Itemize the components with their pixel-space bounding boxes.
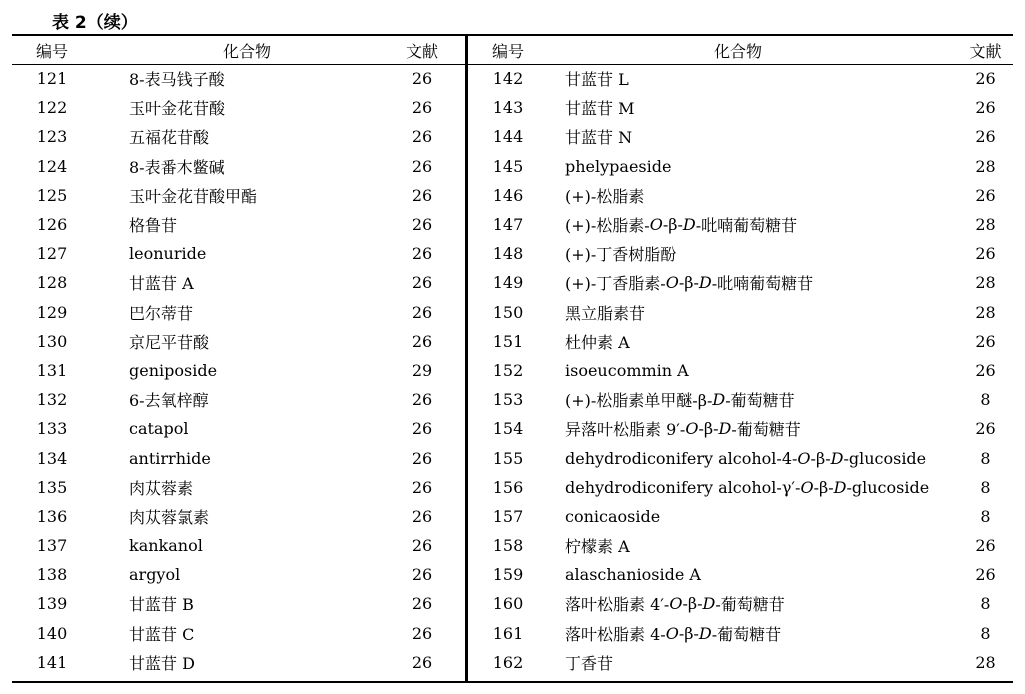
reference-number: 26 bbox=[975, 419, 996, 439]
reference-number: 26 bbox=[411, 506, 433, 526]
reference-number: 26 bbox=[411, 623, 433, 643]
compound-number: 128 bbox=[36, 273, 68, 293]
compound-number: 144 bbox=[492, 127, 524, 147]
compound-name bbox=[565, 385, 935, 414]
compound-number: 138 bbox=[36, 565, 68, 585]
reference-number: 8 bbox=[980, 506, 991, 526]
table-row bbox=[468, 531, 1013, 560]
table-row bbox=[12, 64, 465, 93]
compound-name-part: O bbox=[649, 215, 663, 235]
compound-name: 五福花苷酸 bbox=[129, 128, 210, 148]
compound-name-part: 异落叶松脂素 9′- bbox=[565, 420, 686, 440]
compound-name-part: D bbox=[718, 419, 732, 439]
compound-number: 136 bbox=[36, 506, 68, 526]
reference-number: 26 bbox=[411, 652, 433, 672]
compound-name bbox=[565, 268, 935, 297]
table-row bbox=[468, 181, 1013, 210]
reference-number: 28 bbox=[975, 156, 996, 176]
compound-number: 145 bbox=[492, 156, 524, 176]
reference-number: 26 bbox=[975, 185, 996, 205]
compound-name: leonuride bbox=[129, 244, 207, 264]
compound-name-part: -glucoside bbox=[843, 448, 927, 468]
compound-name: (+)-丁香树脂酚 bbox=[565, 245, 677, 265]
compound-name-part: D bbox=[698, 623, 712, 643]
reference-number: 26 bbox=[411, 156, 433, 176]
compound-name-part: (+)-丁香脂素- bbox=[565, 274, 666, 294]
header-compound: 化合物 bbox=[222, 41, 271, 61]
table-row bbox=[468, 152, 1013, 181]
reference-number: 28 bbox=[975, 215, 996, 235]
compound-number: 123 bbox=[36, 127, 68, 147]
compound-number: 140 bbox=[36, 623, 68, 643]
compound-name: 杜仲素 A bbox=[565, 332, 630, 352]
compound-name bbox=[565, 443, 935, 472]
table-row bbox=[468, 385, 1013, 414]
header-compound: 化合物 bbox=[713, 41, 762, 61]
compound-name: 巴尔蒂苷 bbox=[129, 303, 194, 323]
reference-number: 26 bbox=[411, 273, 433, 293]
table-row bbox=[468, 268, 1013, 297]
compound-number: 156 bbox=[492, 477, 524, 497]
table-row bbox=[12, 268, 465, 297]
reference-number: 26 bbox=[411, 215, 433, 235]
compound-number: 155 bbox=[492, 448, 524, 468]
reference-number: 28 bbox=[975, 273, 996, 293]
compound-name-part: O bbox=[665, 623, 679, 643]
compound-number: 150 bbox=[492, 302, 524, 322]
compound-name-part: D bbox=[682, 215, 696, 235]
compound-name-part: D bbox=[830, 448, 844, 468]
compound-name-part: -葡萄糖苷 bbox=[715, 595, 785, 615]
left-half-table bbox=[12, 36, 465, 677]
compound-name bbox=[565, 210, 935, 239]
table-header-row bbox=[468, 36, 1013, 64]
compound-name-part: -glucoside bbox=[846, 477, 930, 497]
compound-name: 6-去氧梓醇 bbox=[129, 391, 209, 411]
compound-name: 京尼平苷酸 bbox=[129, 332, 210, 352]
reference-number: 26 bbox=[411, 185, 433, 205]
compound-number: 125 bbox=[36, 185, 68, 205]
compound-name: 黑立脂素苷 bbox=[565, 303, 646, 323]
compound-name: 甘蓝苷 A bbox=[129, 274, 194, 294]
compound-name bbox=[565, 473, 935, 502]
compound-number: 122 bbox=[36, 98, 68, 118]
compound-name: 玉叶金花苷酸 bbox=[129, 99, 226, 119]
compound-number: 131 bbox=[36, 360, 68, 380]
reference-number: 28 bbox=[975, 652, 996, 672]
compound-name-part: -β- bbox=[678, 623, 699, 643]
table-row bbox=[468, 64, 1013, 93]
reference-number: 26 bbox=[411, 127, 433, 147]
reference-number: 29 bbox=[411, 360, 433, 380]
compound-number: 161 bbox=[492, 623, 524, 643]
reference-number: 26 bbox=[975, 98, 996, 118]
table-row bbox=[468, 122, 1013, 151]
compound-name: 8-表番木鳖碱 bbox=[129, 157, 225, 177]
right-half-table bbox=[468, 36, 1013, 677]
compound-name: phelypaeside bbox=[565, 156, 672, 176]
table-row bbox=[12, 327, 465, 356]
reference-number: 8 bbox=[980, 390, 991, 410]
compound-number: 126 bbox=[36, 215, 68, 235]
table-row bbox=[12, 385, 465, 414]
table-row bbox=[12, 210, 465, 239]
compound-number: 135 bbox=[36, 477, 68, 497]
compound-name: 甘蓝苷 B bbox=[129, 595, 194, 615]
table-row bbox=[12, 619, 465, 648]
compound-number: 157 bbox=[492, 506, 524, 526]
compound-name-part: -葡萄糖苷 bbox=[711, 624, 782, 644]
compound-name-part: D bbox=[833, 477, 847, 497]
compound-name: 甘蓝苷 L bbox=[565, 70, 629, 90]
compound-name: 肉苁蓉素 bbox=[129, 478, 194, 498]
compound-name: 柠檬素 A bbox=[565, 537, 630, 557]
table-row bbox=[12, 93, 465, 122]
reference-number: 26 bbox=[411, 98, 433, 118]
compound-name: antirrhide bbox=[129, 448, 211, 468]
compound-name-part: -β- bbox=[810, 448, 831, 468]
table-row bbox=[12, 152, 465, 181]
reference-number: 26 bbox=[411, 594, 433, 614]
compound-name bbox=[565, 589, 935, 618]
compound-number: 137 bbox=[36, 536, 68, 556]
reference-number: 26 bbox=[411, 536, 433, 556]
compound-name: argyol bbox=[129, 565, 181, 585]
compound-name: catapol bbox=[129, 419, 189, 439]
compound-name: kankanol bbox=[129, 536, 203, 556]
compound-name-part: -吡喃葡萄糖苷 bbox=[711, 274, 814, 294]
header-number: 编号 bbox=[491, 41, 524, 61]
compound-name-part: D bbox=[712, 390, 726, 410]
reference-number: 8 bbox=[980, 448, 991, 468]
compound-name bbox=[565, 414, 935, 443]
compound-name-part: -吡喃葡萄糖苷 bbox=[695, 216, 798, 236]
compound-name: alaschanioside A bbox=[565, 565, 701, 585]
table-row bbox=[12, 648, 465, 677]
compound-number: 121 bbox=[36, 69, 68, 89]
compound-name bbox=[565, 619, 935, 648]
reference-number: 26 bbox=[411, 477, 433, 497]
compound-name-part: -葡萄糖苷 bbox=[725, 391, 795, 411]
compound-number: 160 bbox=[492, 594, 524, 614]
compound-number: 133 bbox=[36, 419, 68, 439]
compound-name-part: -β- bbox=[682, 594, 703, 614]
header-reference: 文献 bbox=[969, 41, 1002, 61]
compound-name-part: O bbox=[797, 448, 811, 468]
table-header-row bbox=[12, 36, 465, 64]
compound-number: 146 bbox=[492, 185, 524, 205]
table-row bbox=[468, 210, 1013, 239]
compound-number: 149 bbox=[492, 273, 524, 293]
reference-number: 26 bbox=[411, 302, 433, 322]
compound-number: 141 bbox=[36, 652, 68, 672]
compound-number: 152 bbox=[492, 360, 524, 380]
reference-number: 26 bbox=[975, 244, 996, 264]
compound-number: 139 bbox=[36, 594, 68, 614]
compound-number: 142 bbox=[492, 69, 524, 89]
table-row bbox=[12, 181, 465, 210]
compound-name-part: -β- bbox=[698, 419, 719, 439]
compound-number: 153 bbox=[492, 390, 524, 410]
table-row bbox=[12, 560, 465, 589]
table-row bbox=[12, 531, 465, 560]
compound-name: (+)-松脂素 bbox=[565, 186, 645, 206]
table-row bbox=[468, 356, 1013, 385]
compound-number: 129 bbox=[36, 302, 68, 322]
table-row bbox=[468, 414, 1013, 443]
header-number: 编号 bbox=[35, 41, 68, 61]
compound-name-part: 落叶松脂素 4′- bbox=[565, 595, 670, 615]
table-row bbox=[468, 327, 1013, 356]
table-row bbox=[12, 589, 465, 618]
compound-number: 134 bbox=[36, 448, 68, 468]
table-row bbox=[12, 356, 465, 385]
table-bottom-rule bbox=[12, 681, 1013, 683]
compound-number: 147 bbox=[492, 215, 524, 235]
compound-number: 132 bbox=[36, 390, 68, 410]
compound-name-part: (+)-松脂素单甲醚-β- bbox=[565, 391, 713, 411]
table-row bbox=[12, 414, 465, 443]
compound-name: 玉叶金花苷酸甲酯 bbox=[129, 186, 258, 206]
reference-number: 26 bbox=[975, 69, 996, 89]
compound-name-part: dehydrodiconifery alcohol-γ′- bbox=[565, 477, 801, 497]
reference-number: 26 bbox=[975, 331, 996, 351]
reference-number: 26 bbox=[411, 419, 433, 439]
reference-number: 8 bbox=[980, 477, 991, 497]
compound-name: 格鲁苷 bbox=[129, 216, 178, 236]
compound-name: geniposide bbox=[129, 360, 218, 380]
compound-number: 159 bbox=[492, 565, 524, 585]
table-row bbox=[12, 122, 465, 151]
reference-number: 26 bbox=[411, 390, 433, 410]
table-row bbox=[468, 502, 1013, 531]
compound-number: 162 bbox=[492, 652, 524, 672]
table-caption: 表 2（续） bbox=[52, 13, 138, 33]
compound-name-part: O bbox=[669, 594, 683, 614]
compound-name-part: (+)-松脂素- bbox=[565, 216, 650, 236]
table-row bbox=[12, 502, 465, 531]
compound-name-part: O bbox=[800, 477, 814, 497]
table-row bbox=[468, 443, 1013, 472]
compound-name: 甘蓝苷 C bbox=[129, 624, 195, 644]
table-row bbox=[468, 589, 1013, 618]
compound-name: 肉苁蓉氯素 bbox=[129, 507, 210, 527]
reference-number: 8 bbox=[980, 623, 991, 643]
table-row bbox=[12, 298, 465, 327]
compound-number: 143 bbox=[492, 98, 524, 118]
compound-number: 127 bbox=[36, 244, 68, 264]
reference-number: 26 bbox=[975, 127, 996, 147]
compound-name-part: 落叶松脂素 4- bbox=[565, 624, 666, 644]
compound-name-part: -葡萄糖苷 bbox=[731, 420, 801, 440]
table-row bbox=[468, 648, 1013, 677]
compound-number: 151 bbox=[492, 331, 524, 351]
table-row bbox=[12, 239, 465, 268]
table-row bbox=[12, 443, 465, 472]
compound-number: 124 bbox=[36, 156, 68, 176]
table-row bbox=[468, 560, 1013, 589]
table-row bbox=[468, 473, 1013, 502]
compound-name-part: O bbox=[685, 419, 699, 439]
table-row bbox=[12, 473, 465, 502]
compound-name: 甘蓝苷 M bbox=[565, 99, 635, 119]
compound-name-part: -β- bbox=[813, 477, 834, 497]
reference-number: 28 bbox=[975, 302, 996, 322]
compound-number: 148 bbox=[492, 244, 524, 264]
compound-name: isoeucommin A bbox=[565, 360, 689, 380]
compound-number: 158 bbox=[492, 536, 524, 556]
compound-name-part: D bbox=[702, 594, 716, 614]
compound-name-part: -β- bbox=[662, 215, 683, 235]
compound-name-part: -β- bbox=[678, 273, 699, 293]
reference-number: 26 bbox=[975, 536, 996, 556]
reference-number: 26 bbox=[411, 244, 433, 264]
compound-number: 130 bbox=[36, 331, 68, 351]
compound-name: 甘蓝苷 D bbox=[129, 653, 195, 673]
table-row bbox=[468, 239, 1013, 268]
reference-number: 26 bbox=[411, 331, 433, 351]
reference-number: 26 bbox=[975, 565, 996, 585]
header-reference: 文献 bbox=[405, 41, 438, 61]
table-row bbox=[468, 93, 1013, 122]
compound-name-part: dehydrodiconifery alcohol-4- bbox=[565, 448, 798, 468]
compound-name: 丁香苷 bbox=[565, 653, 614, 673]
reference-number: 26 bbox=[411, 69, 433, 89]
reference-number: 26 bbox=[411, 448, 433, 468]
table-row bbox=[468, 298, 1013, 327]
reference-number: 8 bbox=[980, 594, 991, 614]
compound-name: 甘蓝苷 N bbox=[565, 128, 633, 148]
compound-name-part: O bbox=[665, 273, 679, 293]
reference-number: 26 bbox=[975, 360, 996, 380]
compound-name: 8-表马钱子酸 bbox=[129, 70, 225, 90]
compound-number: 154 bbox=[492, 419, 524, 439]
reference-number: 26 bbox=[411, 565, 433, 585]
table-row bbox=[468, 619, 1013, 648]
compound-name-part: D bbox=[698, 273, 712, 293]
compound-name: conicaoside bbox=[565, 506, 661, 526]
